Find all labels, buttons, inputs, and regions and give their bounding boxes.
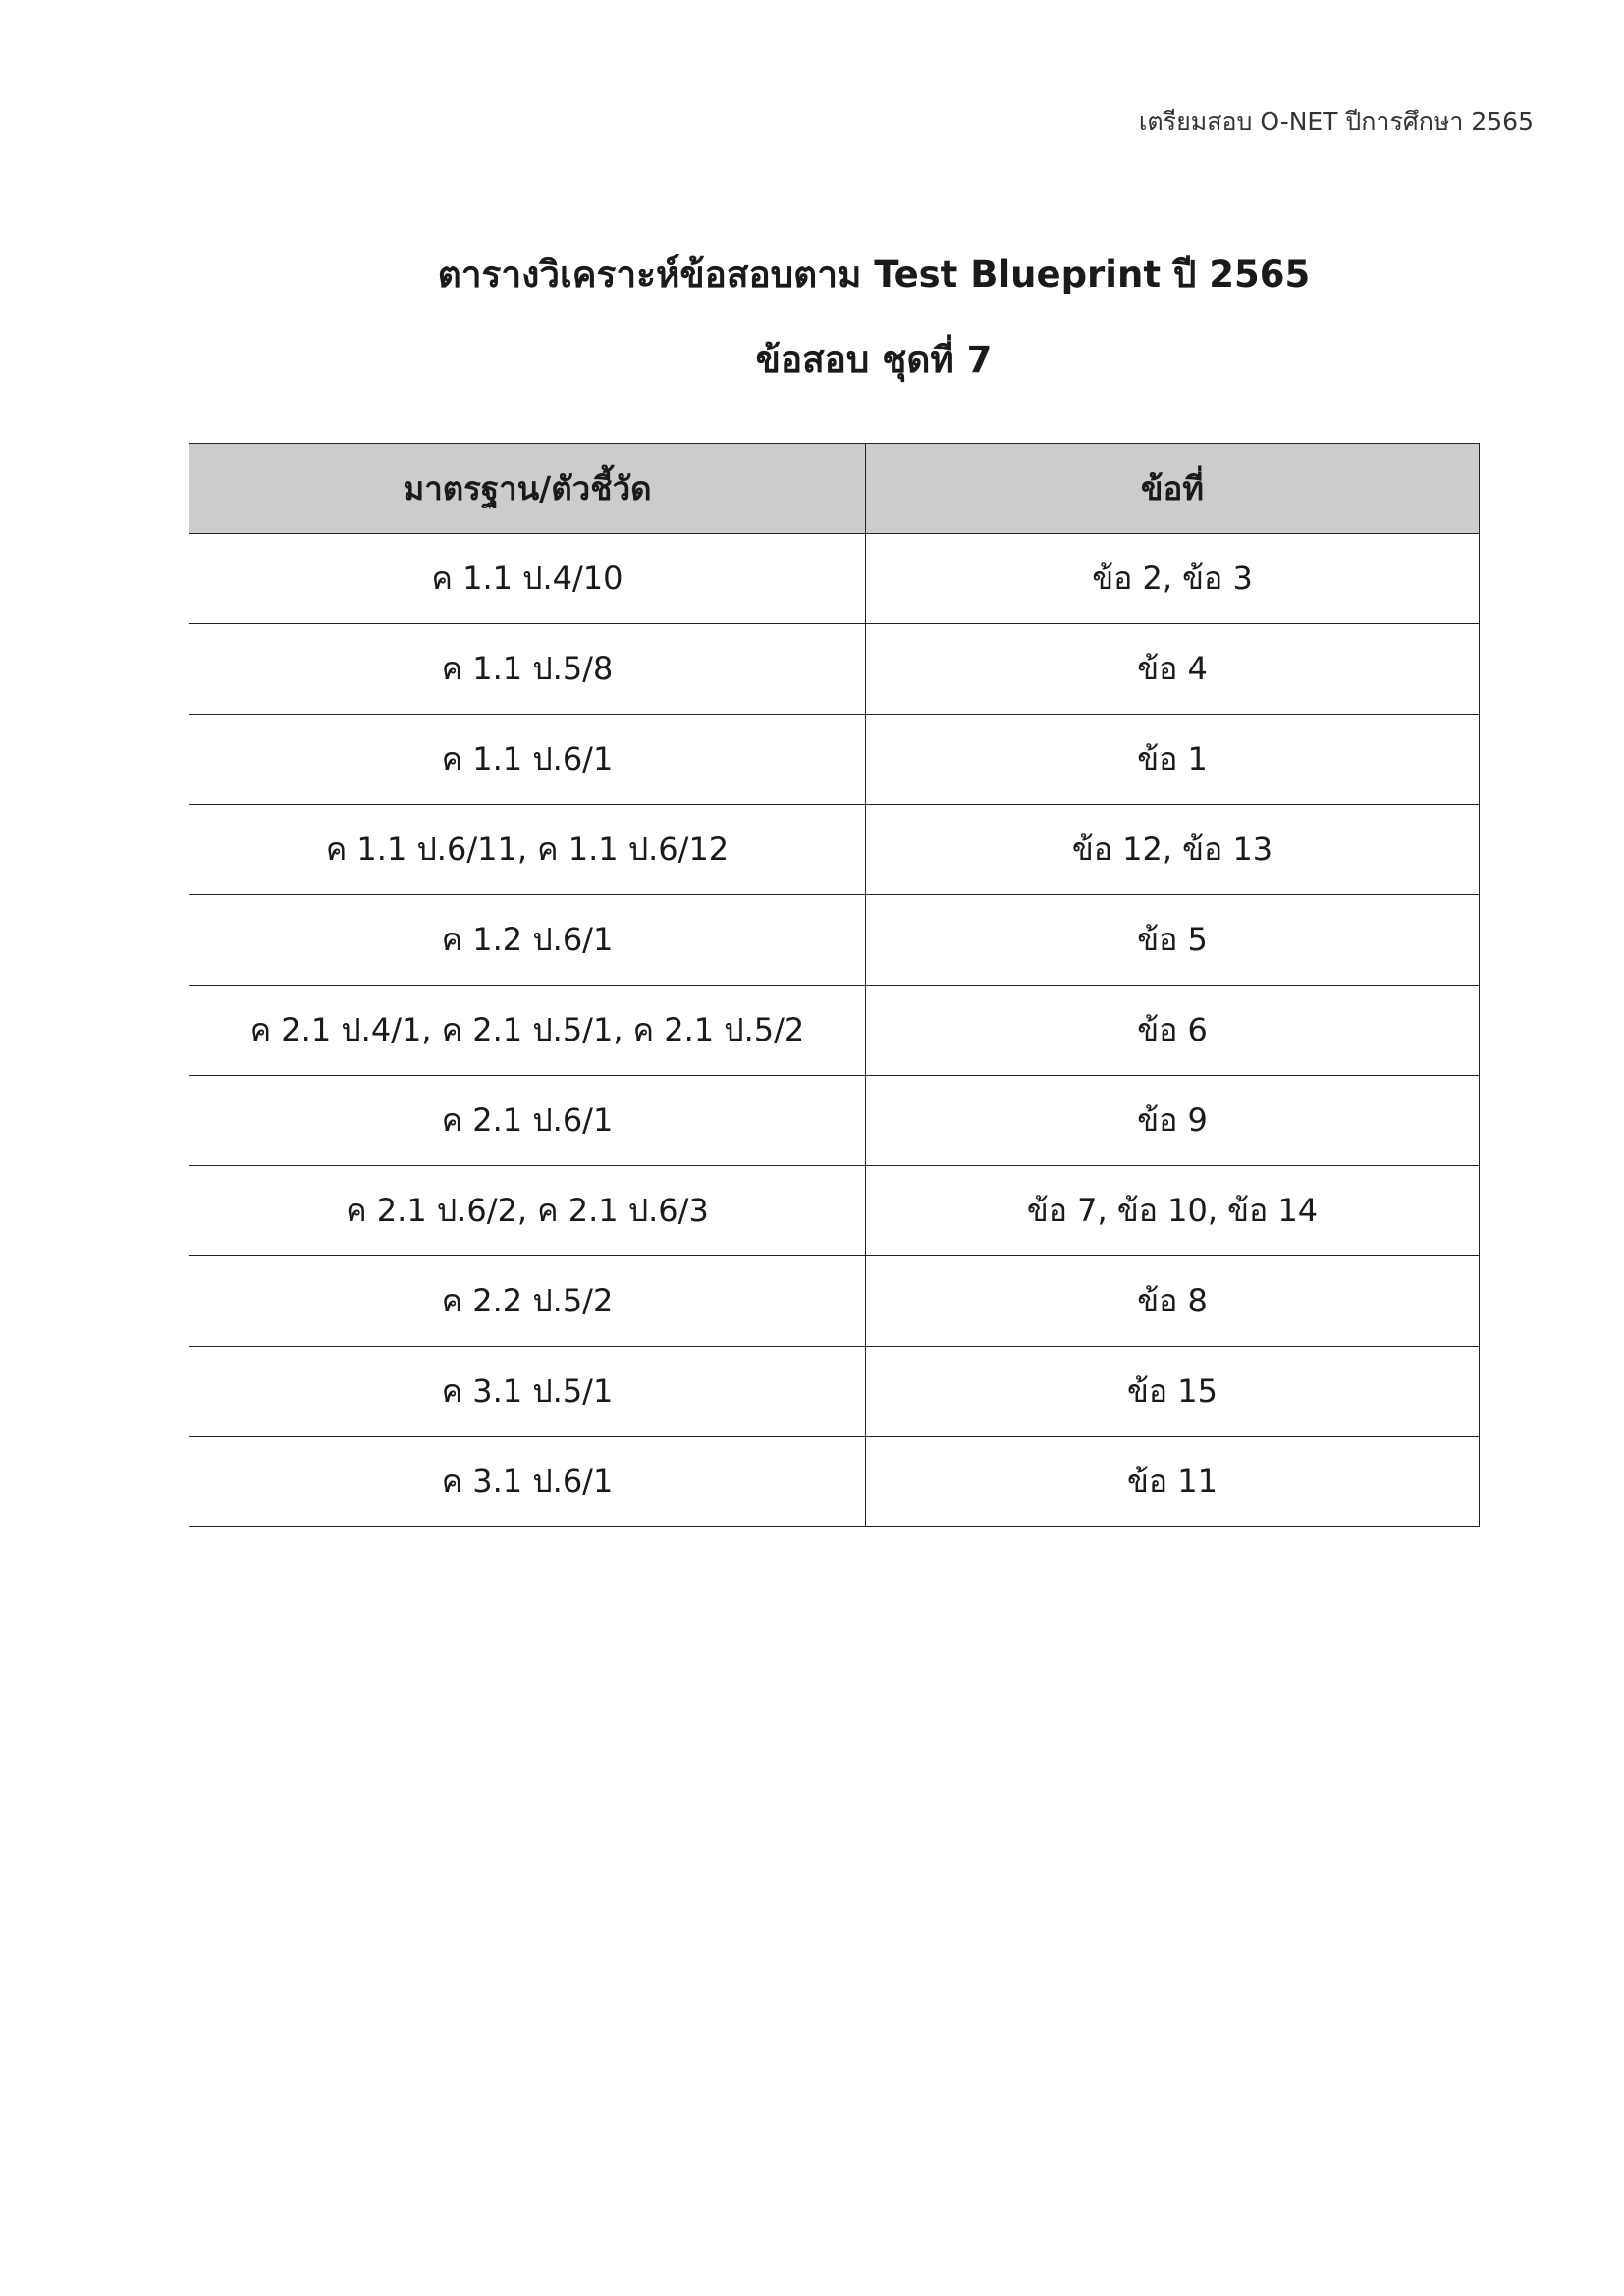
item-cell: ข้อ 12, ข้อ 13	[866, 805, 1480, 895]
item-cell: ข้อ 11	[866, 1437, 1480, 1527]
table-row	[189, 805, 1480, 895]
blueprint-table	[189, 443, 1480, 1527]
item-cell: ข้อ 8	[866, 1256, 1480, 1347]
standard-cell: ค 1.1 ป.6/11, ค 1.1 ป.6/12	[189, 805, 866, 895]
item-cell: ข้อ 7, ข้อ 10, ข้อ 14	[866, 1166, 1480, 1256]
item-cell: ข้อ 5	[866, 895, 1480, 986]
table-row	[189, 1256, 1480, 1347]
table-row	[189, 534, 1480, 624]
standard-cell: ค 2.2 ป.5/2	[189, 1256, 866, 1347]
document-title: ตารางวิเคราะห์ข้อสอบตาม Test Blueprint ปี 2565	[437, 253, 1311, 295]
item-cell: ข้อ 9	[866, 1076, 1480, 1166]
running-header: เตรียมสอบ O-NET ปีการศึกษา 2565	[1138, 107, 1534, 135]
table-header-row	[189, 444, 1480, 534]
item-cell: ข้อ 4	[866, 624, 1480, 715]
item-cell: ข้อ 15	[866, 1347, 1480, 1437]
item-cell: ข้อ 2, ข้อ 3	[866, 534, 1480, 624]
standard-cell: ค 1.1 ป.6/1	[189, 715, 866, 805]
item-cell: ข้อ 6	[866, 986, 1480, 1076]
table-row	[189, 624, 1480, 715]
standard-cell: ค 2.1 ป.6/2, ค 2.1 ป.6/3	[189, 1166, 866, 1256]
table-row	[189, 1166, 1480, 1256]
table-row	[189, 1076, 1480, 1166]
standard-cell: ค 3.1 ป.5/1	[189, 1347, 866, 1437]
standard-cell: ค 2.1 ป.6/1	[189, 1076, 866, 1166]
table-row	[189, 986, 1480, 1076]
table-row	[189, 1437, 1480, 1527]
standard-cell: ค 3.1 ป.6/1	[189, 1437, 866, 1527]
item-cell: ข้อ 1	[866, 715, 1480, 805]
column-header-item: ข้อที่	[866, 444, 1480, 534]
table-row	[189, 895, 1480, 986]
standard-cell: ค 1.2 ป.6/1	[189, 895, 866, 986]
standard-cell: ค 1.1 ป.5/8	[189, 624, 866, 715]
standard-cell: ค 2.1 ป.4/1, ค 2.1 ป.5/1, ค 2.1 ป.5/2	[189, 986, 866, 1076]
standard-cell: ค 1.1 ป.4/10	[189, 534, 866, 624]
column-header-standard: มาตรฐาน/ตัวชี้วัด	[189, 444, 866, 534]
document-subtitle: ข้อสอบ ชุดที่ 7	[755, 339, 993, 381]
table-row	[189, 1347, 1480, 1437]
table-row	[189, 715, 1480, 805]
